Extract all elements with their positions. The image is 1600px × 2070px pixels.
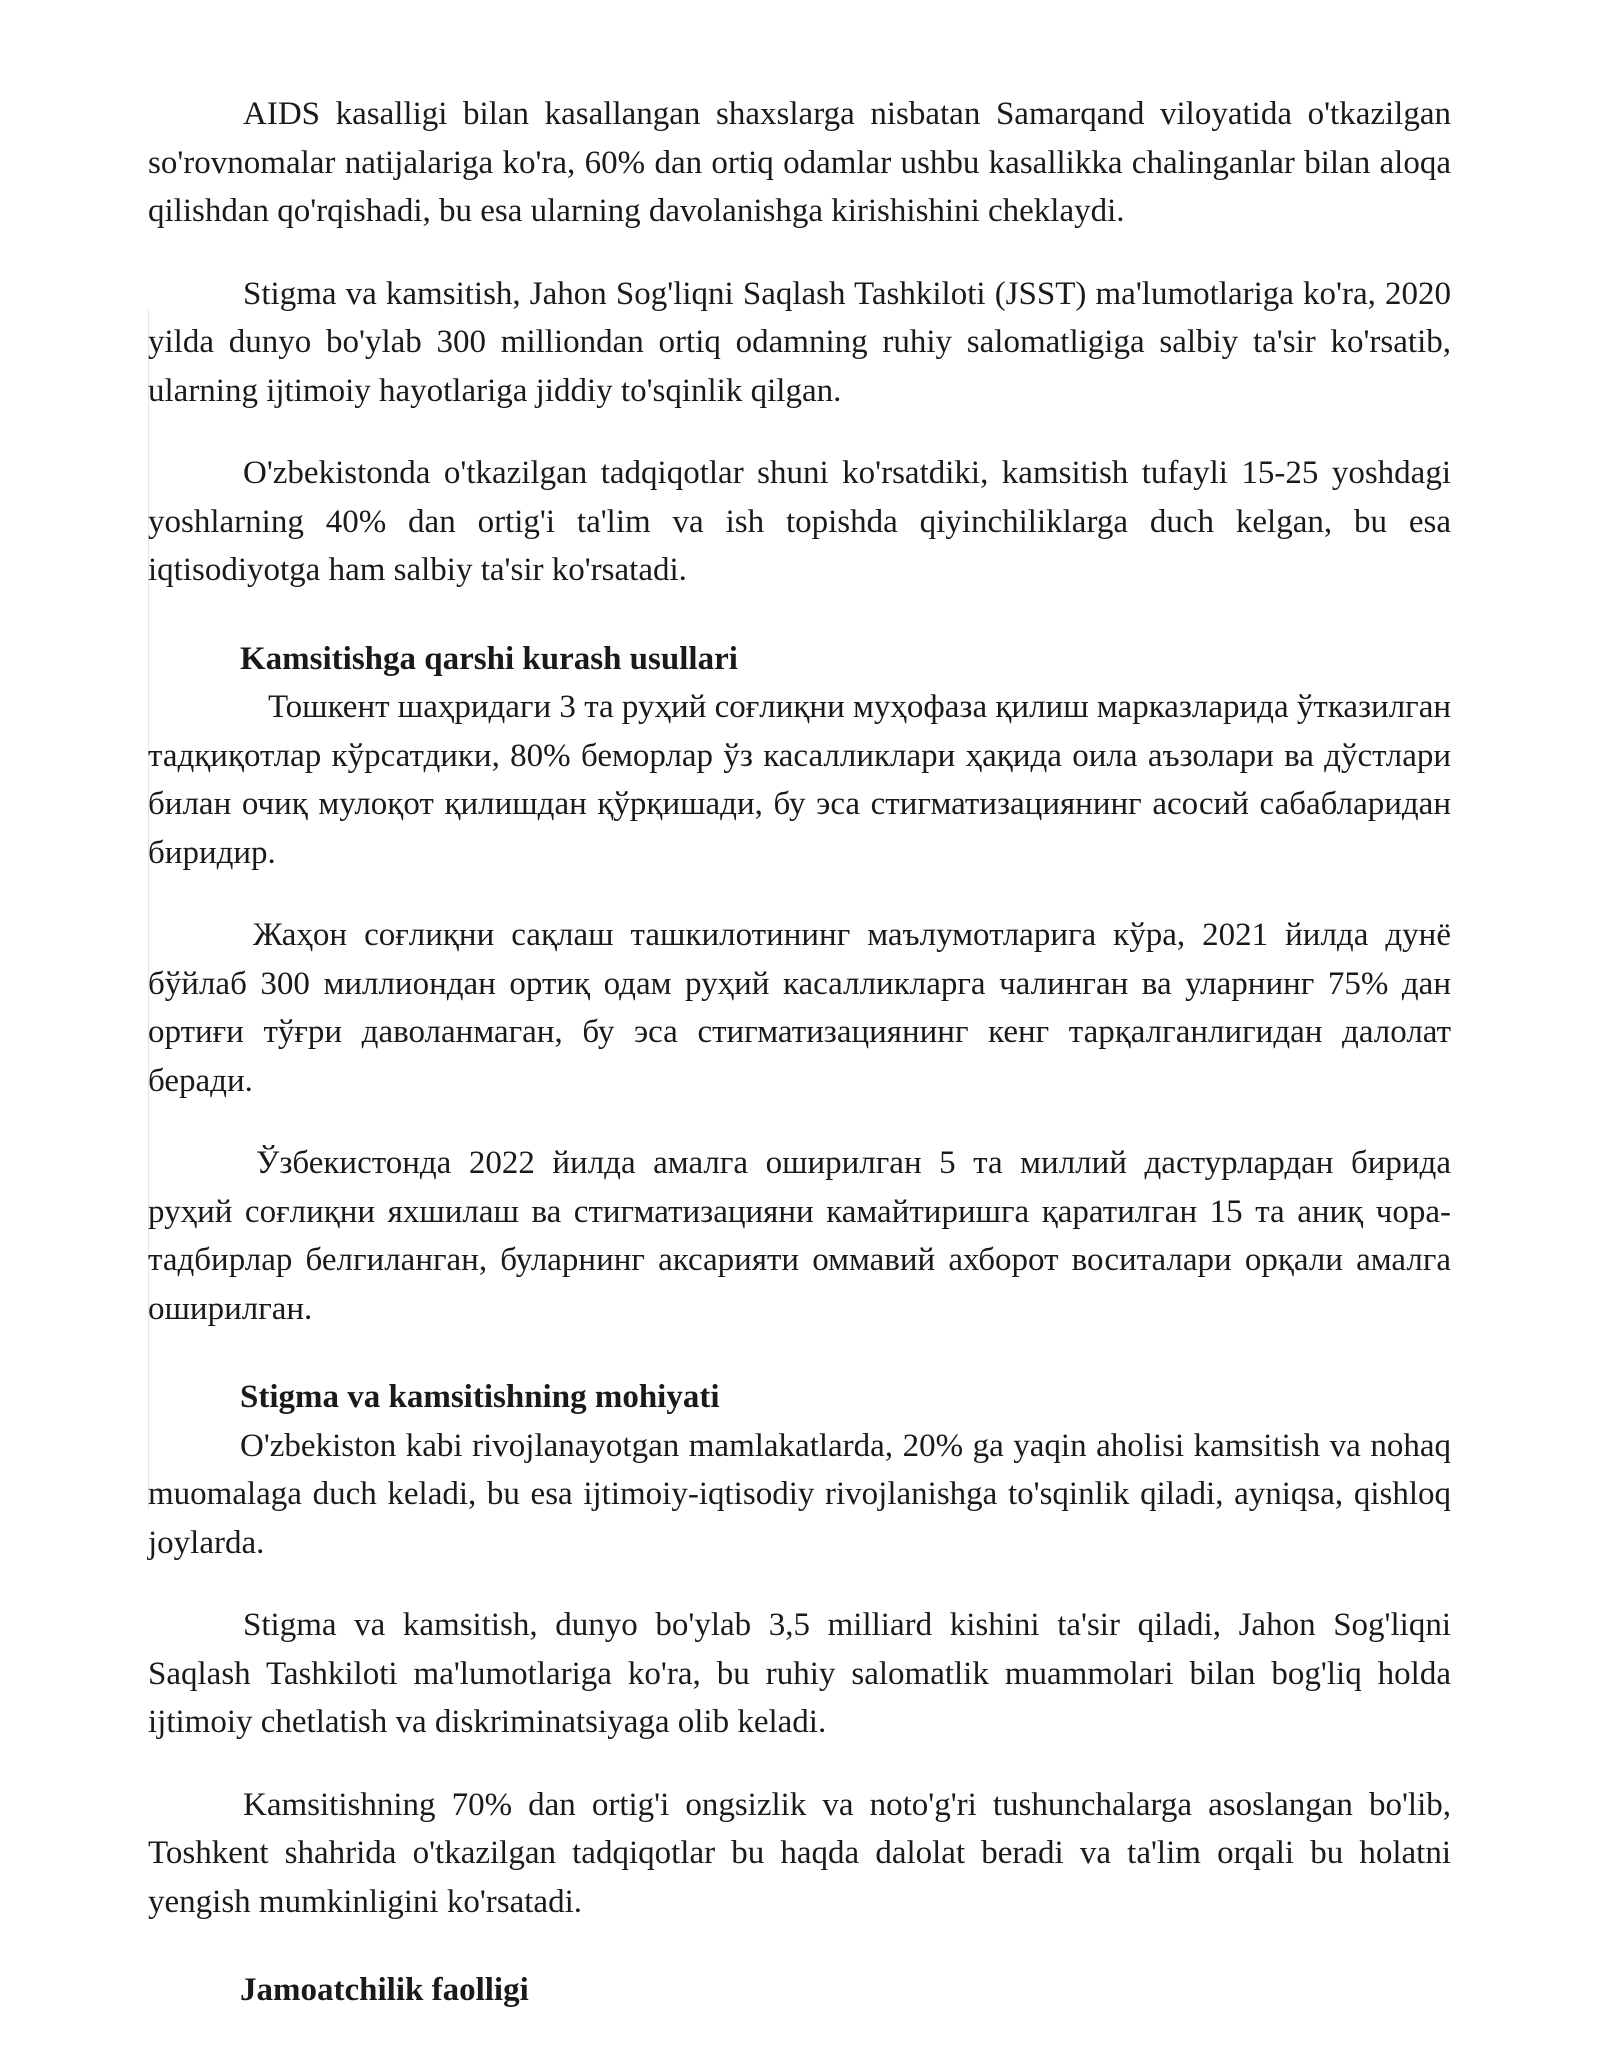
paragraph: Stigma va kamsitish, Jahon Sog'liqni Saqlash Tashkiloti (JSST) ma'lumotlariga ko'ra, 2020 yilda dunyo bo'ylab 300 milliondan ortiq odamning ruhiy salomatligiga salbiy ta'sir ko'rsatib, ularning ijtimoiy hayotlariga jiddiy to'sqinlik qilgan.	[148, 275, 1451, 409]
section-kamsitishga-qarshi	[148, 635, 1451, 1334]
paragraph: Тошкент шаҳридаги 3 та руҳий соғлиқни муҳофаза қилиш марказларида ўтказилган тадқиқотлар кўрсатдики, 80% беморлар ўз касалликлари ҳақида оила аъзолари ва дўстлари билан очиқ мулоқот қилишдан қўрқишади, бу эса стигматизациянинг асосий сабабларидан биридир.	[148, 689, 1451, 871]
section-heading: Stigma va kamsitishning mohiyati	[240, 1379, 720, 1415]
paragraph: O'zbekiston kabi rivojlanayotgan mamlakatlarda, 20% ga yaqin aholisi kamsitish va nohaq muomalaga duch keladi, bu esa ijtimoiy-iqtisodiy rivojlanishga to'sqinlik qiladi, ayniqsa, qishloq joylarda.	[148, 1427, 1451, 1561]
section-jamoatchilik	[148, 1966, 1451, 2015]
section-heading: Jamoatchilik faolligi	[240, 1972, 529, 2008]
document-page	[148, 90, 1451, 2015]
paragraph: Kamsitishning 70% dan ortig'i ongsizlik va noto'g'ri tushunchalarga asoslangan bo'lib, Toshkent shahrida o'tkazilgan tadqiqotlar bu haqda dalolat beradi va ta'lim orqali bu holatni yengish mumkinligini ko'rsatadi.	[148, 1786, 1451, 1920]
section-heading: Kamsitishga qarshi kurash usullari	[240, 640, 738, 677]
paragraph: AIDS kasalligi bilan kasallangan shaxslarga nisbatan Samarqand viloyatida o'tkazilgan so'rovnomalar natijalariga ko'ra, 60% dan ortiq odamlar ushbu kasallikka chalinganlar bilan aloqa qilishdan qo'rqishadi, bu esa ularning davolanishga kirishishini cheklaydi.	[148, 96, 1451, 229]
paragraph: O'zbekistonda o'tkazilgan tadqiqotlar shuni ko'rsatdiki, kamsitish tufayli 15-25 yoshdagi yoshlarning 40% dan ortig'i ta'lim va ish topishda qiyinchiliklarga duch kelgan, bu esa iqtisodiyotga ham salbiy ta'sir ko'rsatadi.	[148, 455, 1451, 588]
paragraph: Ўзбекистонда 2022 йилда амалга оширилган 5 та миллий дастурлардан бирида руҳий соғлиқни яхшилаш ва стигматизацияни камайтиришга қаратилган 15 та аниқ чора-тадбирлар белгиланган, буларнинг аксарияти оммавий ахборот воситалари орқали амалга оширилган.	[148, 1145, 1451, 1327]
paragraph: Жаҳон соғлиқни сақлаш ташкилотининг маълумотларига кўра, 2021 йилда дунё бўйлаб 300 миллиондан ортиқ одам руҳий касалликларга чалинган ва уларнинг 75% дан ортиғи тўғри даволанмаган, бу эса стигматизациянинг кенг тарқалганлигидан далолат беради.	[148, 917, 1451, 1099]
section-stigma-mohiyati	[148, 1373, 1451, 1926]
intro-section	[148, 90, 1451, 595]
paragraph: Stigma va kamsitish, dunyo bo'ylab 3,5 milliard kishini ta'sir qiladi, Jahon Sog'liqni Saqlash Tashkiloti ma'lumotlariga ko'ra, bu ruhiy salomatlik muammolari bilan bog'liq holda ijtimoiy chetlatish va diskriminatsiyaga olib keladi.	[148, 1607, 1451, 1740]
